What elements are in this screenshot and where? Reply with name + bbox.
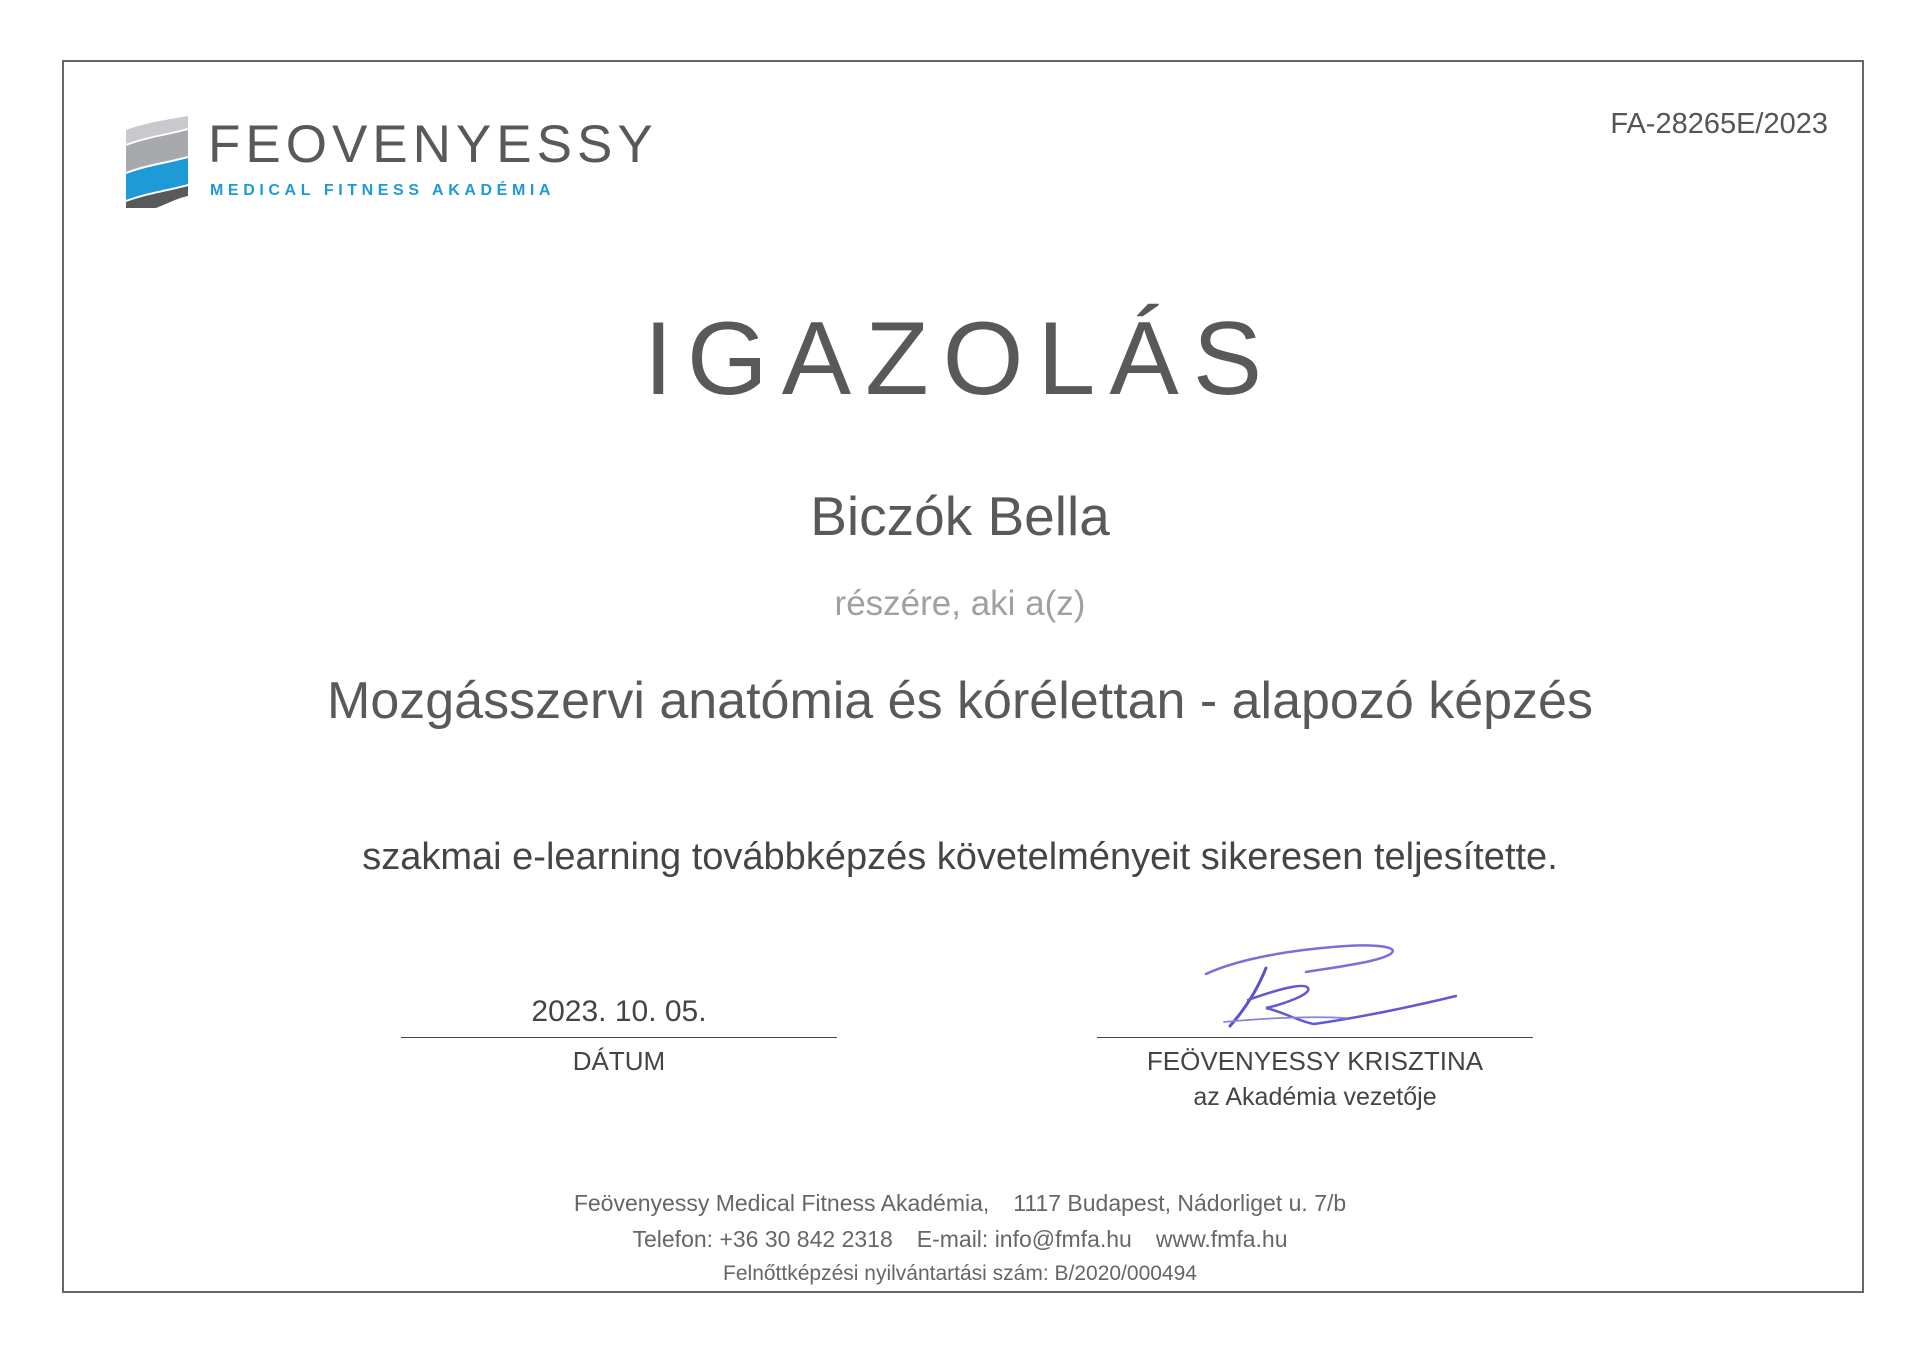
recipient-intro-text: részére, aki a(z) [834,584,1086,623]
signature-space [1097,992,1533,1032]
footer-email: E-mail: info@fmfa.hu [916,1226,1132,1252]
certificate-heading: IGAZOLÁS [643,301,1277,417]
recipient-name: Biczók Bella [810,485,1110,547]
signer-role: az Akadémia vezetője [1193,1083,1437,1111]
date-label: DÁTUM [572,1046,666,1076]
brand-tagline: MEDICAL FITNESS AKADÉMIA [210,182,556,199]
signature-field [1097,992,1533,1112]
footer-website: www.fmfa.hu [1155,1226,1288,1252]
footer-phone: Telefon: +36 30 842 2318 [632,1226,893,1252]
footer-registration: Felnőttképzési nyilvántartási szám: B/2020/000494 [723,1262,1197,1285]
completion-statement: szakmai e-learning továbbképzés követelményeit sikeresen teljesítette. [362,836,1558,878]
course-title: Mozgásszervi anatómia és kórélettan - alapozó képzés [327,672,1593,730]
brand-name: FEOVENYESSY [208,115,658,174]
footer-address: 1117 Budapest, Nádorliget u. 7/b [1013,1190,1347,1216]
date-field [401,992,837,1077]
footer-org: Feövenyessy Medical Fitness Akadémia, [573,1190,990,1216]
logo-ribbon-icon [126,116,188,208]
date-value: 2023. 10. 05. [531,995,707,1028]
signature-line [1097,1037,1533,1038]
signer-name: FEÖVENYESSY KRISZTINA [1146,1046,1484,1076]
footer-contact-line [0,1226,1920,1253]
brand-logo [126,112,658,212]
date-line [401,1037,837,1038]
footer-address-line [0,1190,1920,1217]
certificate-code: FA-28265E/2023 [1610,108,1828,140]
